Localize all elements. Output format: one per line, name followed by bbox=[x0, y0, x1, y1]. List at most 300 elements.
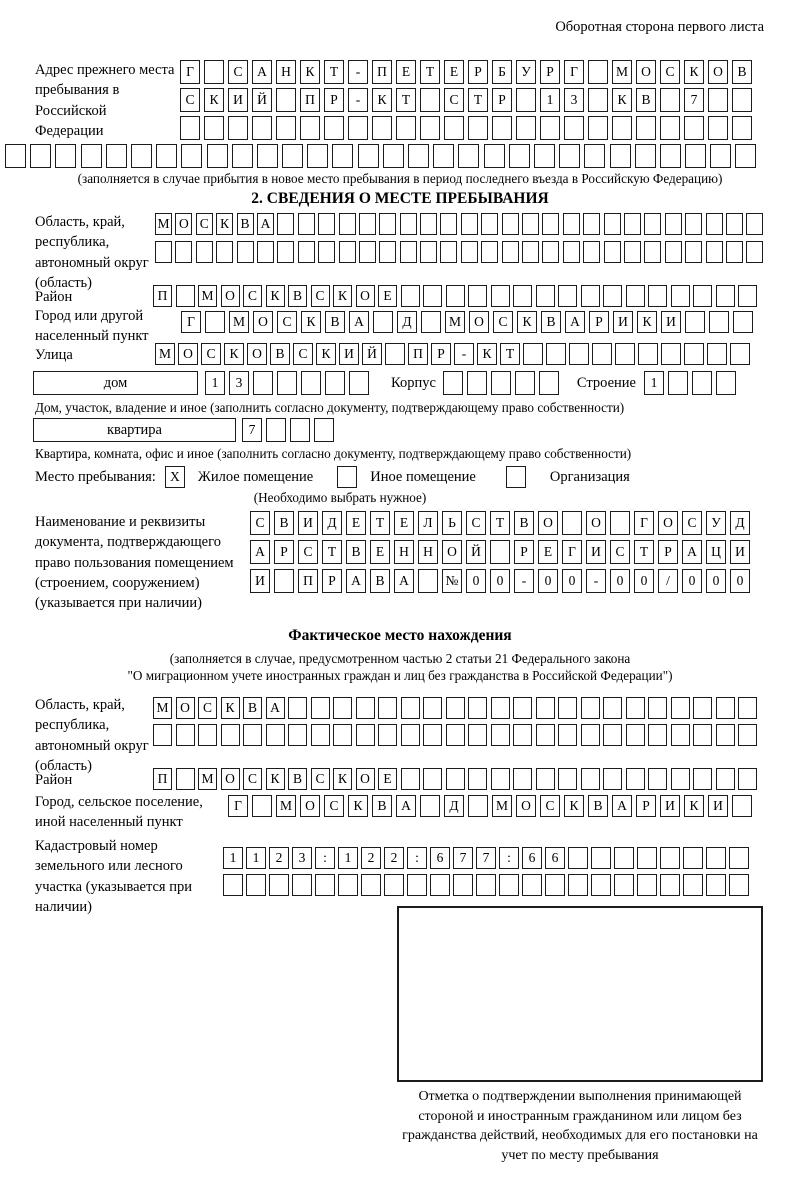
char-box[interactable] bbox=[372, 116, 392, 140]
char-box[interactable]: А bbox=[250, 540, 270, 564]
apartment-type-box[interactable]: квартира bbox=[33, 418, 236, 442]
char-box[interactable] bbox=[461, 241, 478, 263]
char-box[interactable] bbox=[246, 874, 266, 896]
char-box[interactable]: Т bbox=[634, 540, 654, 564]
char-box[interactable]: Е bbox=[396, 60, 416, 84]
char-box[interactable] bbox=[453, 874, 473, 896]
char-box[interactable] bbox=[491, 768, 510, 790]
char-box[interactable]: П bbox=[153, 768, 172, 790]
char-box[interactable] bbox=[637, 847, 657, 869]
char-box[interactable]: К bbox=[637, 311, 657, 333]
stay-option-checkbox-organization[interactable] bbox=[506, 466, 526, 488]
char-box[interactable] bbox=[298, 213, 315, 235]
char-box[interactable]: В bbox=[288, 285, 307, 307]
char-box[interactable]: С bbox=[201, 343, 221, 365]
char-box[interactable]: О bbox=[221, 768, 240, 790]
char-box[interactable] bbox=[626, 724, 645, 746]
char-box[interactable]: М bbox=[155, 213, 172, 235]
char-box[interactable] bbox=[738, 768, 757, 790]
char-box[interactable]: 1 bbox=[246, 847, 266, 869]
char-box[interactable]: Ь bbox=[442, 511, 462, 535]
char-box[interactable]: И bbox=[250, 569, 270, 593]
char-box[interactable]: Й bbox=[466, 540, 486, 564]
char-box[interactable]: С bbox=[493, 311, 513, 333]
char-box[interactable] bbox=[693, 697, 712, 719]
char-box[interactable]: - bbox=[514, 569, 534, 593]
char-box[interactable]: Е bbox=[394, 511, 414, 535]
char-box[interactable]: С bbox=[298, 540, 318, 564]
char-box[interactable] bbox=[499, 874, 519, 896]
char-box[interactable]: С bbox=[198, 697, 217, 719]
char-box[interactable] bbox=[665, 213, 682, 235]
char-box[interactable] bbox=[558, 285, 577, 307]
char-box[interactable]: О bbox=[178, 343, 198, 365]
char-box[interactable] bbox=[253, 371, 273, 395]
char-box[interactable] bbox=[311, 724, 330, 746]
char-box[interactable] bbox=[612, 116, 632, 140]
char-box[interactable] bbox=[423, 697, 442, 719]
char-box[interactable] bbox=[401, 697, 420, 719]
char-box[interactable] bbox=[746, 213, 763, 235]
char-box[interactable] bbox=[276, 88, 296, 112]
char-box[interactable]: В bbox=[514, 511, 534, 535]
char-box[interactable]: К bbox=[333, 285, 352, 307]
char-box[interactable]: М bbox=[198, 768, 217, 790]
char-box[interactable]: Й bbox=[362, 343, 382, 365]
char-box[interactable] bbox=[661, 343, 681, 365]
char-box[interactable]: С bbox=[277, 311, 297, 333]
char-box[interactable] bbox=[684, 116, 704, 140]
char-box[interactable]: С bbox=[311, 768, 330, 790]
char-box[interactable]: 3 bbox=[564, 88, 584, 112]
char-box[interactable]: К bbox=[301, 311, 321, 333]
stay-option-checkbox-residential[interactable]: X bbox=[165, 466, 185, 488]
char-box[interactable] bbox=[614, 847, 634, 869]
char-box[interactable] bbox=[204, 116, 224, 140]
char-box[interactable]: К bbox=[517, 311, 537, 333]
char-box[interactable]: М bbox=[445, 311, 465, 333]
char-box[interactable] bbox=[684, 343, 704, 365]
char-box[interactable] bbox=[626, 768, 645, 790]
char-box[interactable]: К bbox=[477, 343, 497, 365]
char-box[interactable] bbox=[624, 213, 641, 235]
char-box[interactable] bbox=[461, 213, 478, 235]
char-box[interactable]: 3 bbox=[229, 371, 249, 395]
char-box[interactable] bbox=[732, 116, 752, 140]
char-box[interactable]: 7 bbox=[476, 847, 496, 869]
char-box[interactable] bbox=[176, 768, 195, 790]
char-box[interactable]: 0 bbox=[610, 569, 630, 593]
char-box[interactable]: - bbox=[348, 60, 368, 84]
char-box[interactable] bbox=[603, 697, 622, 719]
char-box[interactable]: К bbox=[316, 343, 336, 365]
char-box[interactable]: М bbox=[276, 795, 296, 817]
char-box[interactable] bbox=[624, 241, 641, 263]
char-box[interactable]: В bbox=[237, 213, 254, 235]
char-box[interactable] bbox=[660, 847, 680, 869]
char-box[interactable]: Р bbox=[589, 311, 609, 333]
char-box[interactable] bbox=[490, 540, 510, 564]
char-box[interactable] bbox=[106, 144, 127, 168]
char-box[interactable]: 6 bbox=[545, 847, 565, 869]
char-box[interactable] bbox=[55, 144, 76, 168]
char-box[interactable] bbox=[522, 874, 542, 896]
char-box[interactable]: В bbox=[274, 511, 294, 535]
char-box[interactable]: Е bbox=[378, 285, 397, 307]
char-box[interactable]: Е bbox=[346, 511, 366, 535]
char-box[interactable]: С bbox=[250, 511, 270, 535]
char-box[interactable]: Г bbox=[180, 60, 200, 84]
char-box[interactable]: П bbox=[153, 285, 172, 307]
char-box[interactable]: О bbox=[356, 285, 375, 307]
char-box[interactable] bbox=[446, 285, 465, 307]
char-box[interactable]: Г bbox=[562, 540, 582, 564]
char-box[interactable] bbox=[732, 88, 752, 112]
char-box[interactable]: О bbox=[586, 511, 606, 535]
char-box[interactable] bbox=[257, 144, 278, 168]
char-box[interactable]: К bbox=[372, 88, 392, 112]
char-box[interactable] bbox=[559, 144, 580, 168]
char-box[interactable]: И bbox=[708, 795, 728, 817]
char-box[interactable] bbox=[81, 144, 102, 168]
char-box[interactable]: Д bbox=[397, 311, 417, 333]
char-box[interactable] bbox=[581, 724, 600, 746]
char-box[interactable] bbox=[648, 285, 667, 307]
char-box[interactable] bbox=[401, 285, 420, 307]
char-box[interactable] bbox=[581, 697, 600, 719]
char-box[interactable]: С bbox=[444, 88, 464, 112]
char-box[interactable] bbox=[401, 768, 420, 790]
char-box[interactable]: Р bbox=[431, 343, 451, 365]
char-box[interactable]: О bbox=[658, 511, 678, 535]
char-box[interactable]: Е bbox=[538, 540, 558, 564]
char-box[interactable] bbox=[569, 343, 589, 365]
char-box[interactable]: Р bbox=[636, 795, 656, 817]
char-box[interactable] bbox=[339, 241, 356, 263]
char-box[interactable]: Е bbox=[378, 768, 397, 790]
char-box[interactable]: П bbox=[298, 569, 318, 593]
char-box[interactable] bbox=[671, 697, 690, 719]
char-box[interactable]: К bbox=[684, 60, 704, 84]
char-box[interactable]: О bbox=[442, 540, 462, 564]
char-box[interactable]: И bbox=[228, 88, 248, 112]
char-box[interactable] bbox=[292, 874, 312, 896]
char-box[interactable] bbox=[433, 144, 454, 168]
house-type-box[interactable]: дом bbox=[33, 371, 198, 395]
char-box[interactable] bbox=[221, 724, 240, 746]
char-box[interactable] bbox=[359, 213, 376, 235]
char-box[interactable] bbox=[716, 371, 736, 395]
char-box[interactable] bbox=[252, 116, 272, 140]
char-box[interactable] bbox=[707, 343, 727, 365]
char-box[interactable] bbox=[708, 88, 728, 112]
char-box[interactable] bbox=[252, 795, 272, 817]
char-box[interactable]: Р bbox=[492, 88, 512, 112]
char-box[interactable] bbox=[318, 241, 335, 263]
stay-option-checkbox-other[interactable] bbox=[337, 466, 357, 488]
char-box[interactable] bbox=[716, 697, 735, 719]
char-box[interactable] bbox=[468, 795, 488, 817]
char-box[interactable] bbox=[301, 371, 321, 395]
char-box[interactable]: С bbox=[466, 511, 486, 535]
char-box[interactable] bbox=[269, 874, 289, 896]
char-box[interactable]: Л bbox=[418, 511, 438, 535]
char-box[interactable] bbox=[588, 88, 608, 112]
char-box[interactable] bbox=[710, 144, 731, 168]
char-box[interactable] bbox=[536, 724, 555, 746]
char-box[interactable] bbox=[223, 874, 243, 896]
char-box[interactable]: П bbox=[372, 60, 392, 84]
char-box[interactable]: - bbox=[348, 88, 368, 112]
char-box[interactable] bbox=[358, 144, 379, 168]
char-box[interactable] bbox=[228, 116, 248, 140]
char-box[interactable] bbox=[418, 569, 438, 593]
char-box[interactable] bbox=[513, 697, 532, 719]
char-box[interactable]: А bbox=[565, 311, 585, 333]
char-box[interactable] bbox=[325, 371, 345, 395]
char-box[interactable] bbox=[540, 116, 560, 140]
char-box[interactable] bbox=[603, 724, 622, 746]
char-box[interactable]: Р bbox=[540, 60, 560, 84]
char-box[interactable]: В bbox=[370, 569, 390, 593]
char-box[interactable] bbox=[536, 285, 555, 307]
char-box[interactable] bbox=[584, 144, 605, 168]
char-box[interactable] bbox=[733, 311, 753, 333]
char-box[interactable] bbox=[568, 847, 588, 869]
char-box[interactable]: К bbox=[266, 285, 285, 307]
char-box[interactable]: С bbox=[610, 540, 630, 564]
char-box[interactable] bbox=[706, 213, 723, 235]
char-box[interactable] bbox=[693, 285, 712, 307]
char-box[interactable] bbox=[735, 144, 756, 168]
char-box[interactable]: А bbox=[257, 213, 274, 235]
char-box[interactable] bbox=[290, 418, 310, 442]
char-box[interactable]: 1 bbox=[205, 371, 225, 395]
char-box[interactable] bbox=[683, 847, 703, 869]
char-box[interactable] bbox=[440, 213, 457, 235]
char-box[interactable] bbox=[558, 724, 577, 746]
char-box[interactable] bbox=[307, 144, 328, 168]
char-box[interactable] bbox=[348, 116, 368, 140]
char-box[interactable]: П bbox=[408, 343, 428, 365]
char-box[interactable] bbox=[545, 874, 565, 896]
char-box[interactable] bbox=[176, 724, 195, 746]
char-box[interactable]: С bbox=[243, 285, 262, 307]
char-box[interactable] bbox=[446, 697, 465, 719]
char-box[interactable] bbox=[243, 724, 262, 746]
char-box[interactable] bbox=[276, 116, 296, 140]
char-box[interactable]: Р bbox=[514, 540, 534, 564]
char-box[interactable] bbox=[563, 241, 580, 263]
char-box[interactable] bbox=[420, 213, 437, 235]
char-box[interactable] bbox=[401, 724, 420, 746]
char-box[interactable]: И bbox=[660, 795, 680, 817]
char-box[interactable] bbox=[356, 697, 375, 719]
char-box[interactable] bbox=[615, 343, 635, 365]
char-box[interactable] bbox=[558, 768, 577, 790]
char-box[interactable]: 0 bbox=[634, 569, 654, 593]
char-box[interactable]: И bbox=[298, 511, 318, 535]
char-box[interactable]: К bbox=[612, 88, 632, 112]
char-box[interactable]: О bbox=[247, 343, 267, 365]
char-box[interactable] bbox=[716, 768, 735, 790]
char-box[interactable]: Г bbox=[228, 795, 248, 817]
char-box[interactable] bbox=[542, 241, 559, 263]
char-box[interactable] bbox=[232, 144, 253, 168]
char-box[interactable] bbox=[502, 241, 519, 263]
char-box[interactable] bbox=[379, 241, 396, 263]
char-box[interactable]: С bbox=[324, 795, 344, 817]
char-box[interactable]: О bbox=[636, 60, 656, 84]
char-box[interactable]: № bbox=[442, 569, 462, 593]
char-box[interactable]: А bbox=[346, 569, 366, 593]
char-box[interactable] bbox=[277, 213, 294, 235]
char-box[interactable]: В bbox=[732, 60, 752, 84]
char-box[interactable] bbox=[660, 144, 681, 168]
char-box[interactable]: И bbox=[730, 540, 750, 564]
char-box[interactable] bbox=[516, 116, 536, 140]
char-box[interactable] bbox=[423, 724, 442, 746]
char-box[interactable]: Г bbox=[634, 511, 654, 535]
char-box[interactable] bbox=[591, 874, 611, 896]
char-box[interactable]: О bbox=[175, 213, 192, 235]
char-box[interactable] bbox=[706, 874, 726, 896]
char-box[interactable] bbox=[156, 144, 177, 168]
char-box[interactable] bbox=[385, 343, 405, 365]
char-box[interactable] bbox=[373, 311, 393, 333]
char-box[interactable] bbox=[685, 213, 702, 235]
char-box[interactable] bbox=[648, 697, 667, 719]
char-box[interactable] bbox=[635, 144, 656, 168]
char-box[interactable] bbox=[216, 241, 233, 263]
char-box[interactable] bbox=[481, 241, 498, 263]
char-box[interactable] bbox=[671, 285, 690, 307]
char-box[interactable] bbox=[181, 144, 202, 168]
char-box[interactable] bbox=[359, 241, 376, 263]
char-box[interactable] bbox=[581, 285, 600, 307]
char-box[interactable] bbox=[481, 213, 498, 235]
char-box[interactable]: М bbox=[153, 697, 172, 719]
char-box[interactable] bbox=[408, 144, 429, 168]
char-box[interactable] bbox=[522, 213, 539, 235]
char-box[interactable]: / bbox=[658, 569, 678, 593]
char-box[interactable] bbox=[513, 285, 532, 307]
char-box[interactable]: К bbox=[564, 795, 584, 817]
char-box[interactable]: О bbox=[538, 511, 558, 535]
char-box[interactable] bbox=[692, 371, 712, 395]
char-box[interactable]: Г bbox=[181, 311, 201, 333]
char-box[interactable] bbox=[603, 285, 622, 307]
char-box[interactable] bbox=[738, 285, 757, 307]
char-box[interactable]: 1 bbox=[540, 88, 560, 112]
char-box[interactable]: В bbox=[270, 343, 290, 365]
char-box[interactable]: К bbox=[300, 60, 320, 84]
char-box[interactable] bbox=[468, 724, 487, 746]
char-box[interactable] bbox=[298, 241, 315, 263]
char-box[interactable]: 7 bbox=[242, 418, 262, 442]
char-box[interactable] bbox=[730, 343, 750, 365]
char-box[interactable]: А bbox=[682, 540, 702, 564]
char-box[interactable] bbox=[668, 371, 688, 395]
char-box[interactable]: 6 bbox=[522, 847, 542, 869]
char-box[interactable] bbox=[491, 371, 511, 395]
char-box[interactable] bbox=[509, 144, 530, 168]
char-box[interactable] bbox=[277, 241, 294, 263]
char-box[interactable]: И bbox=[586, 540, 606, 564]
char-box[interactable] bbox=[568, 874, 588, 896]
char-box[interactable] bbox=[468, 285, 487, 307]
char-box[interactable] bbox=[288, 724, 307, 746]
char-box[interactable]: О bbox=[300, 795, 320, 817]
char-box[interactable] bbox=[539, 371, 559, 395]
char-box[interactable] bbox=[706, 847, 726, 869]
char-box[interactable]: А bbox=[394, 569, 414, 593]
char-box[interactable]: Н bbox=[394, 540, 414, 564]
char-box[interactable] bbox=[588, 116, 608, 140]
char-box[interactable] bbox=[205, 311, 225, 333]
char-box[interactable]: : bbox=[407, 847, 427, 869]
char-box[interactable] bbox=[706, 241, 723, 263]
char-box[interactable] bbox=[513, 724, 532, 746]
char-box[interactable] bbox=[660, 88, 680, 112]
char-box[interactable] bbox=[378, 697, 397, 719]
char-box[interactable]: Б bbox=[492, 60, 512, 84]
char-box[interactable] bbox=[729, 847, 749, 869]
char-box[interactable] bbox=[333, 724, 352, 746]
char-box[interactable] bbox=[467, 371, 487, 395]
char-box[interactable] bbox=[522, 241, 539, 263]
char-box[interactable] bbox=[468, 697, 487, 719]
char-box[interactable] bbox=[407, 874, 427, 896]
char-box[interactable]: 2 bbox=[361, 847, 381, 869]
char-box[interactable] bbox=[693, 724, 712, 746]
char-box[interactable] bbox=[685, 311, 705, 333]
char-box[interactable]: С bbox=[293, 343, 313, 365]
char-box[interactable]: Т bbox=[420, 60, 440, 84]
char-box[interactable]: В bbox=[372, 795, 392, 817]
char-box[interactable]: В bbox=[243, 697, 262, 719]
char-box[interactable] bbox=[274, 569, 294, 593]
char-box[interactable]: Н bbox=[418, 540, 438, 564]
char-box[interactable]: А bbox=[396, 795, 416, 817]
char-box[interactable]: И bbox=[613, 311, 633, 333]
char-box[interactable] bbox=[421, 311, 441, 333]
char-box[interactable] bbox=[476, 874, 496, 896]
char-box[interactable]: Д bbox=[730, 511, 750, 535]
char-box[interactable]: 0 bbox=[466, 569, 486, 593]
char-box[interactable] bbox=[610, 144, 631, 168]
char-box[interactable] bbox=[558, 697, 577, 719]
char-box[interactable] bbox=[153, 724, 172, 746]
char-box[interactable] bbox=[257, 241, 274, 263]
char-box[interactable] bbox=[492, 116, 512, 140]
char-box[interactable] bbox=[583, 241, 600, 263]
char-box[interactable]: К bbox=[684, 795, 704, 817]
char-box[interactable]: С bbox=[540, 795, 560, 817]
char-box[interactable] bbox=[338, 874, 358, 896]
char-box[interactable] bbox=[198, 724, 217, 746]
char-box[interactable] bbox=[671, 768, 690, 790]
char-box[interactable]: М bbox=[229, 311, 249, 333]
char-box[interactable] bbox=[420, 795, 440, 817]
char-box[interactable] bbox=[592, 343, 612, 365]
char-box[interactable]: С bbox=[180, 88, 200, 112]
char-box[interactable]: М bbox=[155, 343, 175, 365]
char-box[interactable]: - bbox=[454, 343, 474, 365]
char-box[interactable]: 0 bbox=[730, 569, 750, 593]
char-box[interactable] bbox=[516, 88, 536, 112]
char-box[interactable]: : bbox=[315, 847, 335, 869]
